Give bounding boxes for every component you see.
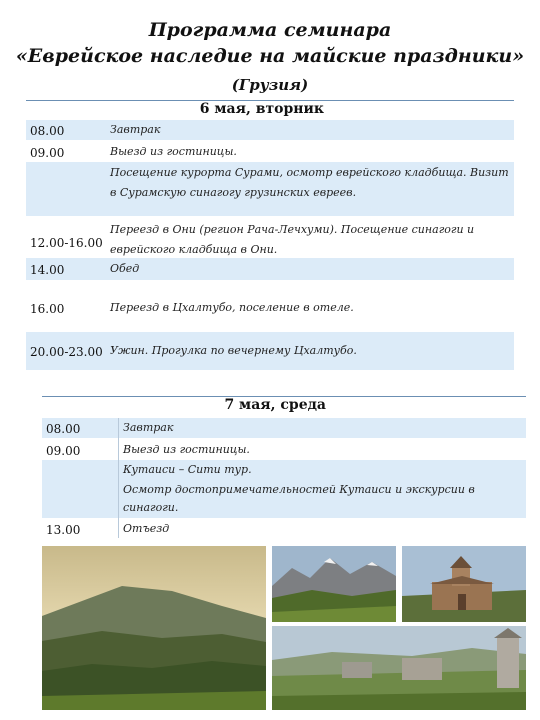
day1-time: 08.00 [30,124,65,138]
day1-row-bg [26,258,514,280]
day1-activity: Посещение курорта Сурами, осмотр еврейского кладбища. Визит [110,166,509,179]
day2-time: 13.00 [46,523,81,537]
page-title-line2: «Еврейское наследие на майские праздники» [15,45,525,67]
day1-activity: Переезд в Они (регион Рача-Лечхуми). Посещение синагоги и [110,223,475,236]
day1-time: 12.00-16.00 [30,236,103,250]
day2-time: 09.00 [46,444,81,458]
day1-time: 09.00 [30,146,65,160]
day1-activity: Завтрак [110,123,161,136]
day2-row-bg [42,418,526,438]
photo-georgian-church [402,546,526,622]
day1-activity: Переезд в Цхалтубо, поселение в отеле. [110,301,354,314]
day2-time: 08.00 [46,422,81,436]
day2-heading: 7 мая, среда [42,396,526,413]
day1-activity: еврейского кладбища в Они. [110,243,278,256]
day1-activity: Обед [110,262,140,275]
column-divider [118,418,119,538]
day1-row-bg [26,120,514,140]
day2-activity: Кутаиси – Сити тур. [123,463,252,476]
day1-time: 14.00 [30,263,65,277]
day1-time: 20.00-23.00 [30,345,103,359]
day2-activity: Осмотр достопримечательностей Кутаиси и экскурсии в [123,483,475,496]
photo-caucasus-mountains [272,546,396,622]
page-subtitle: (Грузия) [231,76,309,94]
day2-activity: синагоги. [123,501,179,514]
day1-time: 16.00 [30,302,65,316]
day1-activity: в Сурамскую синагогу грузинских евреев. [110,186,357,199]
day2-activity: Завтрак [123,421,174,434]
day1-activity: Выезд из гостиницы. [110,145,237,158]
photo-monastery-ruins [272,626,526,710]
day2-activity: Отъезд [123,522,170,535]
day2-activity: Выезд из гостиницы. [123,443,250,456]
day1-heading: 6 мая, вторник [26,100,514,117]
photo-mountain-sunset [42,546,266,710]
day1-activity: Ужин. Прогулка по вечернему Цхалтубо. [110,344,357,357]
page-title-line1: Программа семинара [148,19,392,41]
